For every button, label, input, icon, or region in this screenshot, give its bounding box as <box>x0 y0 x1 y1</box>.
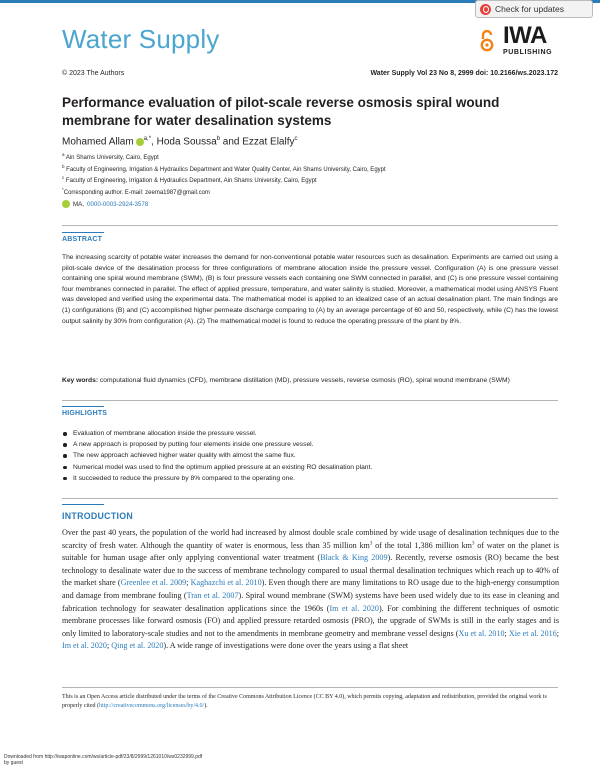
section-accent <box>62 232 104 233</box>
text-run: ; <box>106 641 112 651</box>
citation: Water Supply Vol 23 No 8, 2999 doi: 10.2166/ws.2023.172 <box>370 70 558 77</box>
license-note <box>62 693 559 712</box>
license-link[interactable]: http://creativecommons.org/licenses/by/4.0/ <box>98 703 205 710</box>
orcid-icon <box>62 200 70 208</box>
section-accent <box>62 504 104 505</box>
text-run: ; <box>504 628 509 638</box>
divider <box>62 498 558 499</box>
author-affil-mark: c <box>294 136 298 142</box>
text-run: ). Recently, reverse osmosis (RO) became the best technology to desalinate water due to the success of membrane technology compared to usual thermal desalination techniques which reach up to 40% of the market share ( <box>62 553 559 588</box>
keywords-text: computational fluid dynamics (CFD), membrane distillation (MD), pressure vessels, reverse osmosis (RO), spiral wound membrane (SWM) <box>98 377 510 384</box>
affil-text: Ain Shams University, Cairo, Egypt <box>64 155 159 161</box>
citation-link[interactable]: Xu et al. 2010 <box>458 628 505 638</box>
article-meta-row <box>62 70 558 77</box>
citation-link[interactable]: Im et al. 2020 <box>62 641 107 651</box>
text-run: ). Spiral wound membrane (SWM) systems have been used widely due to its ease in cleaning and fabrication technology for seawater desalination applications since the 1960s ( <box>62 590 560 613</box>
affil-mark: a <box>62 152 65 157</box>
iwa-publishing-logo[interactable] <box>503 24 561 62</box>
orcid-link[interactable]: 0000-0003-2924-3578 <box>87 200 149 208</box>
affil-mark: b <box>62 163 65 169</box>
superscript: 3 <box>471 540 475 546</box>
author-affil-mark: a,* <box>143 136 152 142</box>
superscript: 3 <box>369 540 373 546</box>
citation-link[interactable]: Qing et al. 2020 <box>111 641 164 651</box>
introduction-paragraph <box>62 527 559 653</box>
list-item: Numerical model was used to find the optimum applied pressure at an existing RO desalination plant. <box>62 462 558 473</box>
abstract-heading: ABSTRACT <box>62 236 103 243</box>
text-run: ). Even though there are many limitations to RO usage due to the high-energy consumption and damage from membrane fouling ( <box>62 578 560 600</box>
check-for-updates-button[interactable] <box>475 0 593 18</box>
corresponding-author <box>62 186 386 198</box>
orcid-line <box>62 200 148 208</box>
license-text: ). <box>204 703 208 710</box>
article-title: Performance evaluation of pilot-scale reverse osmosis spiral wound membrane for water desalination systems <box>62 95 500 128</box>
highlights-list <box>62 428 558 484</box>
introduction-heading: INTRODUCTION <box>62 511 134 521</box>
citation-link[interactable]: Im et al. 2020 <box>329 603 379 613</box>
download-guest: by guest <box>4 760 23 766</box>
divider <box>62 687 558 688</box>
text-run: of the total 1,386 million km <box>372 540 472 550</box>
abstract-text: The increasing scarcity of potable water increases the demand for non-conventional potable water resources such as desalination. Experiments are carried out using a pilot-scale device of the desalination process for three configurations of membrane allocation inside the pressure vessel. Configuration (A) is one pressure vessel containing one spiral wound membrane (SWM), (B) is four pressure vessels each containing one SWM connected in parallel, and (C) is one pressure vessel containing four membranes connected in parallel. The effect of applied pressure, temperature, and water salinity is studied. Moreover, a mathematical model using ANSYS Fluent was developed and verified using the experimental data. The mathematical model is applied to an idealized case of an actual desalination plant. The main findings are (1) configurations (B) and (C) accomplished higher permeate discharge comparing to (A) by an average percentage of 60 and 50, respectively, while (C) has the lowest output salinity by 30% from configuration (A). (2) The mathematical model is found to reduce the operating pressure of the plant by 8%. <box>62 254 558 325</box>
affiliation-line <box>62 174 386 186</box>
affil-mark: * <box>62 186 64 192</box>
list-item: It succeeded to reduce the pressure by 8% compared to the operating one. <box>62 473 558 484</box>
text-run: of water on the planet is suitable for human usage after only applying conventional water treatment ( <box>62 540 559 563</box>
text-run: ; <box>186 578 191 588</box>
section-accent <box>62 406 104 407</box>
journal-name: Water Supply <box>62 24 220 54</box>
text-run: ). For combining the different techniques of osmotic membrane processes like forward osmosis (FO) and applied pressure retarded osmosis (PRO), the upgrade of SWMs is still in the early stages and is only limited to laboratory-scale studies and not to the amendments in membrane geometry and membrane vessel designs ( <box>62 603 559 638</box>
author-name: and Ezzat Elalfy <box>220 136 295 148</box>
affiliations <box>62 151 386 197</box>
citation-link[interactable]: Tran et al. 2007 <box>186 590 239 600</box>
divider <box>62 225 558 226</box>
divider <box>62 400 558 401</box>
text-run: Over the past 40 years, the population of the world had increased by almost double scale combined by wide usage of desalination techniques due to the scarcity of fresh water. Although the quantity of water is enormous, less than 35 million km <box>62 528 559 550</box>
affil-text: Faculty of Engineering, Irrigation & Hydraulics Department, Ain Shams University, Cairo, Egypt <box>64 178 317 185</box>
open-access-icon <box>480 30 494 52</box>
affil-text: Corresponding author. E-mail: zeema1987@gmail.com <box>63 189 210 196</box>
orcid-initials: MA, <box>73 200 85 208</box>
citation-link[interactable]: Greenlee et al. 2009 <box>120 578 187 588</box>
author-affil-mark: b <box>216 136 220 142</box>
orcid-icon[interactable] <box>136 138 144 146</box>
list-item: Evaluation of membrane allocation inside the pressure vessel. <box>62 428 558 439</box>
affil-mark: c <box>62 175 65 181</box>
author-name: Mohamed Allam <box>62 136 134 148</box>
citation-link[interactable]: Black & King 2009 <box>320 553 388 563</box>
download-stamp <box>4 754 202 766</box>
citation-link[interactable]: Xie et al. 2016 <box>508 628 557 638</box>
license-text: This is an Open Access article distributed under the terms of the Creative Commons Attribution Licence (CC BY 4.0), which permits copying, adaptation and redistribution, provided the original work is properly cited ( <box>62 694 547 710</box>
crossmark-icon <box>480 4 491 15</box>
check-updates-label: Check for updates <box>495 4 564 14</box>
copyright: © 2023 The Authors <box>62 70 125 77</box>
author-list <box>62 136 297 147</box>
download-url: Downloaded from http://iwaponline.com/ws/article-pdf/23/8/2999/1261010/ws0232999.pdf <box>4 754 203 760</box>
keywords <box>62 376 558 387</box>
keywords-label: Key words: <box>62 377 99 384</box>
publishing-logo-text: PUBLISHING <box>503 49 553 56</box>
list-item: A new approach is proposed by putting four elements inside one pressure vessel. <box>62 439 558 450</box>
affiliation-line <box>62 163 386 175</box>
highlights-heading: HIGHLIGHTS <box>62 410 108 417</box>
author-name: , Hoda Soussa <box>151 136 217 148</box>
list-item: The new approach achieved higher water quality with almost the same flux. <box>62 450 558 461</box>
text-run: ). A wide range of investigations were done over the years using a flat sheet <box>163 641 409 651</box>
iwa-logo-text: IWA <box>503 22 547 49</box>
text-run: ; <box>556 628 559 638</box>
citation-link[interactable]: Kaghazchi et al. 2010 <box>190 578 262 588</box>
affiliation-line <box>62 151 386 163</box>
affil-text: Faculty of Engineering, Irrigation & Hydraulics Department and Water Quality Center, Ain Shams University, Cairo, Egypt <box>64 166 386 173</box>
